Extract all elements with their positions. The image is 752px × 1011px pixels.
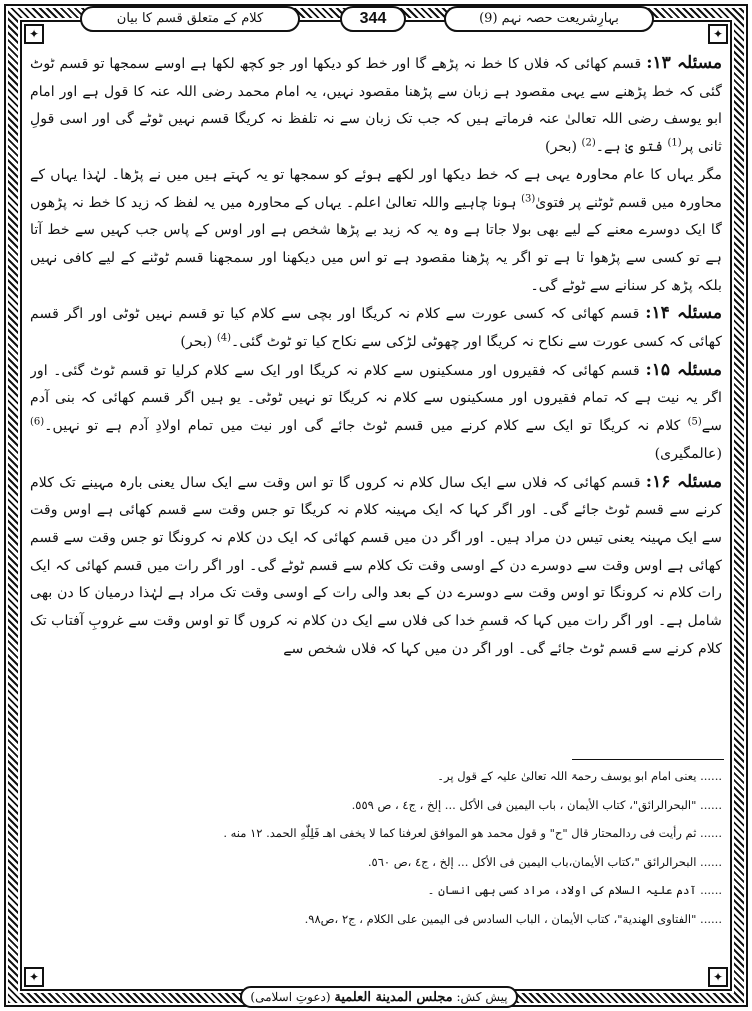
footnote-1: ...... یعنی امام ابو یوسف رحمۃ اللہ تعالیٰ علیہ کے قول پر۔	[437, 769, 722, 783]
page-number: 344	[340, 6, 406, 32]
source-citation: (بحر)	[180, 334, 217, 351]
source-citation: (بحر)	[545, 139, 582, 156]
footnote-ref: (3)	[521, 192, 536, 204]
masala-label: مسئلہ ۱۵:	[645, 359, 722, 380]
book-title: بہارِشریعت حصہ نہم (9)	[444, 6, 654, 32]
footnote-4: ...... البحرالرائق "،کتاب الأیمان،باب الیمین فی الأکل ... إلخ ، ج٤ ،ص ٥٦٠.	[367, 854, 722, 869]
masala-14	[30, 300, 722, 356]
masala-label: مسئلہ ۱۶:	[645, 471, 722, 492]
footnote-6: ...... "الفتاوی الهندیة"، کتاب الأیمان ، الباب السادس فی الیمین علی الکلام ، ج٢ ،ص٩٨.	[304, 911, 722, 926]
corner-ornament-icon: ✦	[708, 24, 728, 44]
footnotes	[30, 762, 722, 962]
masala-text: قسم کھائی کہ فلاں کا خط نہ پڑھے گا اور خط کو دیکھا اور جو کچھ لکھا ہے اوسے سمجھا تو قسم ٹوٹ گئی کہ خط پڑھنے سے یہی مقصود ہے زبان سے پڑھنا مقصود نہیں، یہ امام محمد رضی اللہ عنہ کا قول ہے اور امام ابو یوسف رضی اللہ تعالیٰ عنہ فرماتے ہیں کہ جب تک زبان سے نہ تلفظ نہ کریگا قسم نہیں ٹوٹے گی اور اسی قولِ ثانی پر	[30, 56, 722, 156]
corner-ornament-icon: ✦	[24, 24, 44, 44]
footnote-ref: (4)	[216, 332, 232, 344]
corner-ornament-icon: ✦	[24, 967, 44, 987]
masala-label: مسئلہ ۱۳:	[646, 53, 722, 73]
masala-text: کلام نہ کریگا تو ایک سے کلام کرنے میں قسم ٹوٹ جائے گی اور نیت میں تمام اولادِ آدم ہے تو نہیں۔	[44, 418, 688, 435]
source-citation: (عالمگیری)	[654, 445, 722, 462]
footnote-ref: (1)	[667, 137, 682, 149]
corner-ornament-icon: ✦	[708, 967, 728, 987]
paragraph-text: ہونا چاہیے واللہ تعالیٰ اعلم۔ یہاں کے محاورہ میں یہ لفظ کہ زید کا خط نہ پڑھوں گا ایک دوسرے معنے کے لیے بھی بولا جاتا ہے وہ یہ کہ زید بے پڑھا شخص ہے اور اوس کے پاس جب کہیں سے خط آتا ہے تو کسی سے پڑھوا تا ہے تو اگر یہ پڑھنا مقصود ہے تو اس میں دیکھنا اور سمجھنا قسم ٹوٹنے کے لیے کافی نہیں بلکہ پڑھ کر سنانے سے ٹوٹے گی۔	[30, 194, 722, 294]
masala-15	[30, 357, 722, 469]
footnote-5: ...... آدم علیہ السلام کی اولاد، مراد کسی بھی انسان ۔	[427, 883, 722, 898]
paragraph-text: مگر یہاں کا عام محاورہ یہی ہے کہ خط دیکھا اور لکھے ہوئے کو سمجھا تو یہ کہتے ہیں میں نے پڑھا۔ لہٰذا یہاں کے محاورہ میں قسم ٹوٹنے پر فتویٰ	[30, 166, 722, 211]
footnote-2: ...... "البحرالرائق"، کتاب الأیمان ، باب الیمین فی الأکل ... إلخ ، ج٤ ، ص ٥٥٩.	[351, 797, 722, 812]
main-text	[30, 50, 722, 730]
footnote-ref: (5)	[687, 416, 702, 428]
footnote-3: ...... ثم رأیت فی ردالمحتار قال "ح" و قول محمد هو الموافق لعرفنا کما لا یخفی اهـ فَلِلّٰهِ الحمد. ١٢ منه .	[223, 826, 722, 841]
masala-text: قسم کھائی کہ فقیروں اور مسکینوں سے کلام نہ کریگا اور ایک سے کلام کرلیا تو قسم ٹوٹ گئی۔ اور اگر یہ نیت ہے کہ تمام فقیروں اور مسکینوں سے کلام نہ کریگا تو نہیں ٹوٹی۔ یو ہیں اگر قسم کھائی کہ بنی آدم سے	[30, 362, 722, 435]
footnote-ref: (2)	[581, 137, 596, 149]
masala-13-continued	[30, 162, 722, 301]
footnote-divider	[572, 759, 724, 760]
masala-label: مسئلہ ۱۴:	[645, 303, 722, 324]
masala-13	[30, 50, 722, 162]
masala-text: قسم کھائی کہ فلاں سے ایک سال کلام نہ کروں گا تو اس وقت سے ایک سال یعنی بارہ مہینے تک کلام کرنے سے قسم ٹوٹ جائے گی۔ اور اگر کہا کہ ایک مہینہ کلام نہ کریگا تو جس وقت سے قسم کھائی ہے اوس وقت سے ایک مہینہ یعنی تیس دن مراد ہیں۔ اور اگر دن میں قسم کھائی کہ ایک دن کلام نہ کرونگا تو جس وقت سے قسم کھائی ہے اوس وقت سے دوسرے دن کے اوسی وقت تک کلام سے قسم ٹوٹے گی۔ اور اگر رات میں قسم کھائی کہ ایک رات کلام نہ کرونگا تو اوس وقت سے دوسرے دن کے بعد والی رات کے اوسی وقت تک مراد ہے لہٰذا درمیان کا دن بھی شامل ہے۔ اور اگر رات میں کہا کہ قسمِ خدا کی فلاں سے ایک دن کلام نہ کروں گا تو اوس وقت سے غروبِ آفتاب تک کلام کرنے سے قسم ٹوٹ جائے گی۔ اور اگر دن میں کہا کہ فلاں شخص سے	[30, 474, 722, 657]
chapter-title: کلام کے متعلق قسم کا بیان	[80, 6, 300, 32]
page-header	[28, 6, 724, 34]
footnote-ref: (6)	[30, 416, 45, 428]
publisher-name: مجلس المدینة العلمیة	[334, 990, 453, 1005]
masala-16	[30, 469, 722, 664]
masala-text: فتو یٰ ہے۔	[595, 139, 668, 156]
presented-by-label: پیش کش:	[456, 990, 508, 1004]
masala-text: قسم کھائی کہ کسی عورت سے کلام نہ کریگا اور بچی سے کلام کیا تو قسم نہیں ٹوٹی اور اگر قسم کھائی کہ کسی عورت سے نکاح نہ کریگا اور چھوٹی لڑکی سے نکاح کیا تو ٹوٹ گئی۔	[30, 306, 722, 351]
publisher-footer	[240, 986, 518, 1008]
organization-name: (دعوتِ اسلامی)	[250, 990, 331, 1004]
